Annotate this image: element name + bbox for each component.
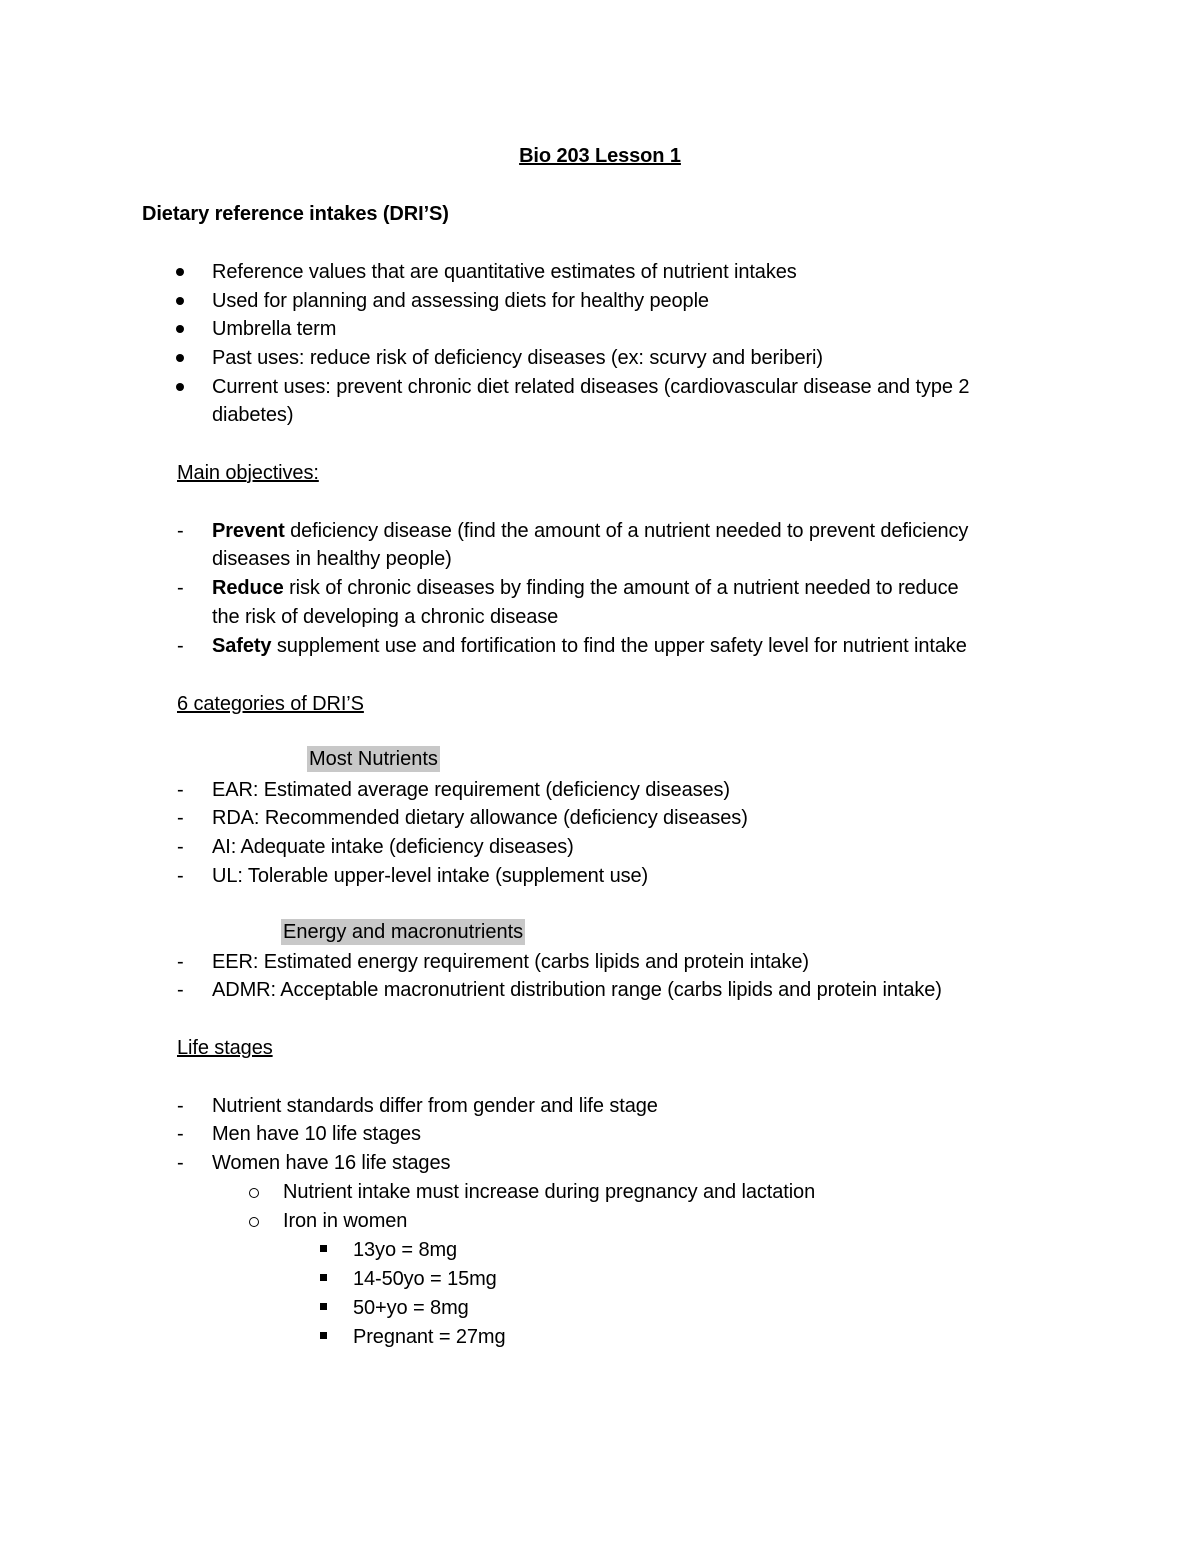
objective-continuation: diseases in healthy people): [212, 548, 452, 570]
dash-bullet: -: [177, 979, 184, 1001]
list-item: Nutrient standards differ from gender and life stage: [212, 1095, 658, 1117]
dash-bullet: -: [177, 865, 184, 887]
dash-bullet: -: [177, 1123, 184, 1145]
section-heading-life-stages: Life stages: [177, 1037, 273, 1059]
bullet-dot-icon: [176, 354, 184, 362]
group-label-most-nutrients: Most Nutrients: [309, 748, 438, 770]
list-item: Current uses: prevent chronic diet related diseases (cardiovascular disease and type 2: [212, 376, 970, 398]
dash-bullet: -: [177, 779, 184, 801]
objective-item: [212, 634, 967, 658]
list-item: EER: Estimated energy requirement (carbs lipids and protein intake): [212, 951, 809, 973]
objective-item: [212, 576, 959, 600]
section-heading-categories: 6 categories of DRI’S: [177, 693, 364, 715]
list-item: Past uses: reduce risk of deficiency diseases (ex: scurvy and beriberi): [212, 347, 823, 369]
objective-term: Prevent: [212, 520, 285, 542]
list-item: Used for planning and assessing diets for healthy people: [212, 290, 709, 312]
objective-term: Reduce: [212, 577, 284, 599]
group-label-energy: Energy and macronutrients: [283, 921, 524, 943]
dash-bullet: -: [177, 635, 184, 657]
list-item: Women have 16 life stages: [212, 1152, 451, 1174]
iron-list-item: 13yo = 8mg: [353, 1239, 458, 1261]
square-bullet-icon: [320, 1303, 327, 1310]
iron-list-item: 50+yo = 8mg: [353, 1297, 469, 1319]
objective-text: supplement use and fortification to find the upper safety level for nutrient intake: [271, 635, 967, 657]
objective-text: deficiency disease (find the amount of a nutrient needed to prevent deficiency: [284, 520, 969, 542]
bullet-dot-icon: [176, 383, 184, 391]
dash-bullet: -: [177, 951, 184, 973]
circle-bullet-icon: [249, 1217, 259, 1227]
list-item: EAR: Estimated average requirement (deficiency diseases): [212, 779, 730, 801]
objective-term: Safety: [212, 635, 272, 657]
objective-text: risk of chronic diseases by finding the amount of a nutrient needed to reduce: [283, 577, 959, 599]
dash-bullet: -: [177, 577, 184, 599]
list-item: AI: Adequate intake (deficiency diseases): [212, 836, 574, 858]
dash-bullet: -: [177, 1152, 184, 1174]
list-item: ADMR: Acceptable macronutrient distribution range (carbs lipids and protein intake): [212, 979, 942, 1001]
list-item-continuation: diabetes): [212, 404, 294, 426]
list-item: UL: Tolerable upper-level intake (supplement use): [212, 865, 649, 887]
iron-list-item: 14-50yo = 15mg: [353, 1268, 497, 1290]
list-item: Reference values that are quantitative estimates of nutrient intakes: [212, 261, 797, 283]
circle-bullet-icon: [249, 1188, 259, 1198]
square-bullet-icon: [320, 1274, 327, 1281]
list-item: RDA: Recommended dietary allowance (deficiency diseases): [212, 807, 748, 829]
dash-bullet: -: [177, 807, 184, 829]
sub-list-item: Nutrient intake must increase during pregnancy and lactation: [283, 1181, 816, 1203]
sub-list-item: Iron in women: [283, 1210, 408, 1232]
square-bullet-icon: [320, 1245, 327, 1252]
objective-continuation: the risk of developing a chronic disease: [212, 606, 559, 628]
dash-bullet: -: [177, 520, 184, 542]
section-heading-objectives: Main objectives:: [177, 462, 319, 484]
square-bullet-icon: [320, 1332, 327, 1339]
dash-bullet: -: [177, 1095, 184, 1117]
dash-bullet: -: [177, 836, 184, 858]
list-item: Umbrella term: [212, 318, 337, 340]
objective-item: [212, 519, 968, 543]
bullet-dot-icon: [176, 297, 184, 305]
bullet-dot-icon: [176, 268, 184, 276]
page-title: Bio 203 Lesson 1: [519, 145, 681, 167]
list-item: Men have 10 life stages: [212, 1123, 421, 1145]
section-heading-dri: Dietary reference intakes (DRI’S): [142, 203, 449, 225]
iron-list-item: Pregnant = 27mg: [353, 1326, 506, 1348]
bullet-dot-icon: [176, 325, 184, 333]
